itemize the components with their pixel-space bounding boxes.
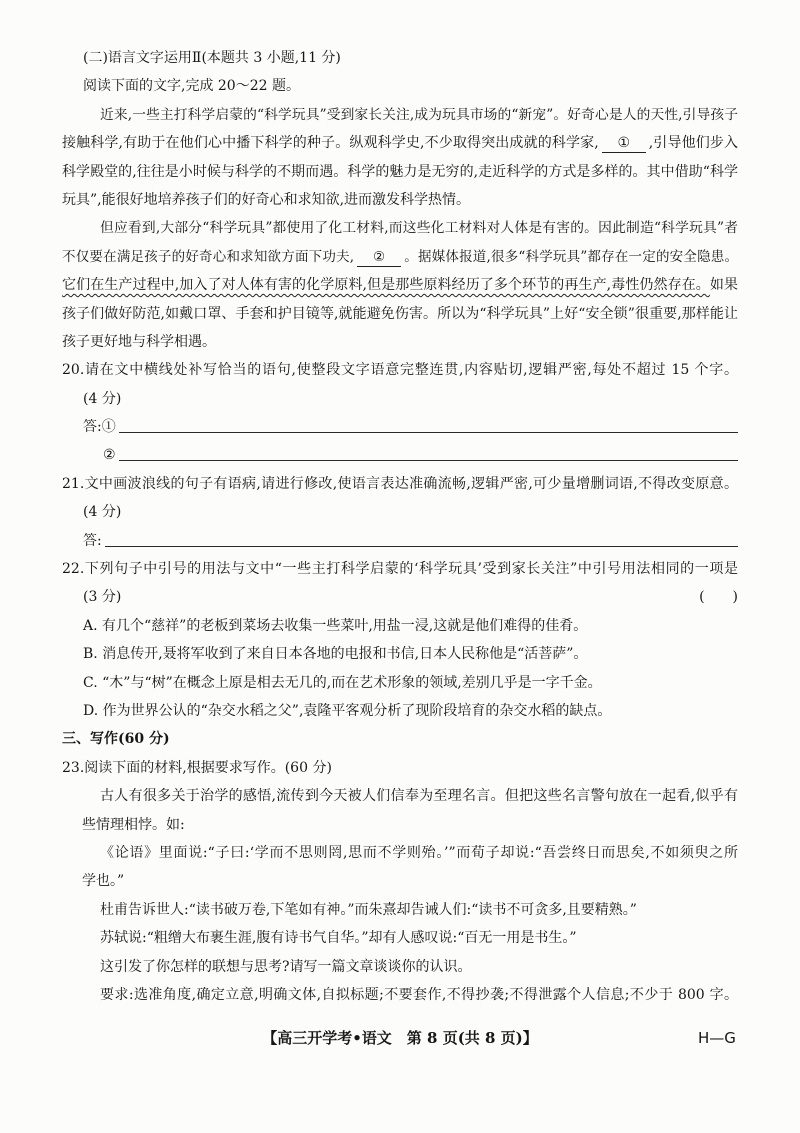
footer-title: 【高三开学考•语文 第 8 页(共 8 页)】 [262, 1029, 538, 1047]
blank-1 [602, 135, 646, 153]
question-21-score: (4 分) [83, 504, 122, 521]
option-b [62, 640, 738, 668]
material-line: 苏轼说:“粗缯大布裹生涯,腹有诗书气自华。”却有人感叹说:“百无一用是书生。” [100, 930, 577, 947]
writing-prompt: 这引发了你怎样的联想与思考?请写一篇文章谈谈你的认识。 [100, 958, 472, 975]
answer-label: ② [103, 447, 116, 464]
answer-label: 答: [83, 532, 102, 549]
question-20-stem: 20.请在文中横线处补写恰当的语句,使整段文字语意完整连贯,内容贴切,逻辑严密,每处不超过 15 个字。 [62, 362, 738, 379]
answer-line [119, 441, 738, 461]
answer-label: 答:① [83, 419, 116, 436]
blank-2-number: ② [373, 248, 386, 265]
option-text: 作为世界公认的“杂交水稻之父”,袁隆平客观分析了现阶段培育的杂交水稻的缺点。 [102, 702, 612, 719]
answer-bracket: ( ) [699, 589, 738, 606]
question-23-stem: 23.阅读下面的材料,根据要求写作。(60 分) [62, 759, 332, 776]
option-text: 消息传开,聂将军收到了来自日本各地的电报和书信,日本人民称他是“活菩萨”。 [102, 646, 588, 663]
material-line: 学也。” [82, 873, 125, 890]
option-d [62, 697, 738, 725]
material-line: 古人有很多关于治学的感悟,流传到今天被人们信奉为至理名言。但把这些名言警句放在一起看,似乎有 [100, 788, 738, 805]
wavy-underlined-sentence: 它们在生产过程中,加入了对人体有害的化学原料,但是那些原料经历了多个环节的再生产,毒性仍然存在。 [62, 277, 710, 294]
answer-row-21 [62, 527, 738, 555]
section-3-heading: 三、写作(60 分) [62, 731, 170, 748]
section-instruction: 阅读下面的文字,完成 20～22 题。 [83, 78, 300, 95]
option-c [62, 669, 738, 697]
passage-line: 孩子更好地与科学相遇。 [62, 333, 216, 350]
option-text: “木”与“树”在概念上原是相去无几的,而在艺术形象的领域,差别几乎是一字千金。 [102, 674, 602, 691]
material-line: 《论语》里面说:“子曰:‘学而不思则罔,思而不学则殆。’”而荀子却说:“吾尝终日而思矣,不如须臾之所 [100, 844, 738, 861]
passage-line: 玩具”,能很好地培养孩子们的好奇心和求知欲,进而激发科学热情。 [62, 191, 471, 208]
footer-code: H—G [698, 1029, 736, 1047]
passage-text: 如果 [709, 277, 739, 294]
question-20-score: (4 分) [83, 390, 122, 407]
passage-text: 不仅要在满足孩子的好奇心和求知欲方面下功夫, [62, 248, 355, 265]
section-heading: (二)语言文字运用Ⅱ(本题共 3 小题,11 分) [83, 50, 341, 66]
passage-text: ,引导他们步入 [648, 135, 738, 152]
option-label: C. [83, 674, 103, 691]
passage-line: 但应看到,大部分“科学玩具”都使用了化工材料,而这些化工材料对人体是有害的。因此制造“科学玩具”者 [100, 220, 738, 237]
option-label: A. [83, 617, 103, 634]
question-22-score-row [62, 583, 738, 611]
blank-1-number: ① [617, 135, 630, 152]
answer-line [105, 527, 738, 547]
question-21-stem: 21.文中画波浪线的句子有语病,请进行修改,使语言表达准确流畅,逻辑严密,可少量增删词语,不得改变原意。 [62, 475, 738, 492]
passage-text: 。据媒体报道,很多“科学玩具”都存在一定的安全隐患。 [404, 248, 738, 265]
answer-line [119, 413, 738, 433]
writing-requirements: 要求:选准角度,确定立意,明确文体,自拟标题;不要套作,不得抄袭;不得泄露个人信息;不少于 800 字。 [100, 986, 738, 1003]
option-label: D. [83, 702, 103, 719]
option-label: B. [83, 646, 103, 663]
passage-text: 接触科学,有助于在他们心中播下科学的种子。纵观科学史,不少取得突出成就的科学家, [62, 135, 599, 152]
blank-2 [357, 249, 401, 267]
question-22-stem: 22.下列句子中引号的用法与文中“一些主打科学启蒙的‘科学玩具’受到家长关注”中引号用法相同的一项是 [62, 561, 738, 578]
option-a [62, 612, 738, 640]
passage-line: 科学殿堂的,往往是小时候与科学的不期而遇。科学的魅力是无穷的,走近科学的方式是多样的。其中借助“科学 [62, 163, 738, 180]
passage-line: 孩子们做好防范,如戴口罩、手套和护目镜等,就能避免伤害。所以为“科学玩具”上好“安全锁”很重要,那样能让 [62, 305, 738, 322]
passage-line-with-blank [62, 243, 738, 271]
passage-line: 近来,一些主打科学启蒙的“科学玩具”受到家长关注,成为玩具市场的“新宠”。好奇心是人的天性,引导孩子 [100, 106, 738, 123]
answer-row-20-2 [62, 441, 738, 469]
question-22-score: (3 分) [83, 589, 122, 606]
material-line: 杜甫告诉世人:“读书破万卷,下笔如有神。”而朱熹却告诫人们:“读书不可贪多,且要精熟。” [100, 901, 637, 918]
passage-line-with-wavy [62, 271, 738, 299]
answer-row-20-1 [62, 413, 738, 441]
page-content [62, 44, 738, 1009]
option-text: 有几个“慈祥”的老板到菜场去收集一些菜叶,用盐一浸,这就是他们难得的佳肴。 [102, 617, 588, 634]
passage-line-with-blank [62, 129, 738, 157]
material-line: 些情理相悖。如: [82, 816, 185, 833]
